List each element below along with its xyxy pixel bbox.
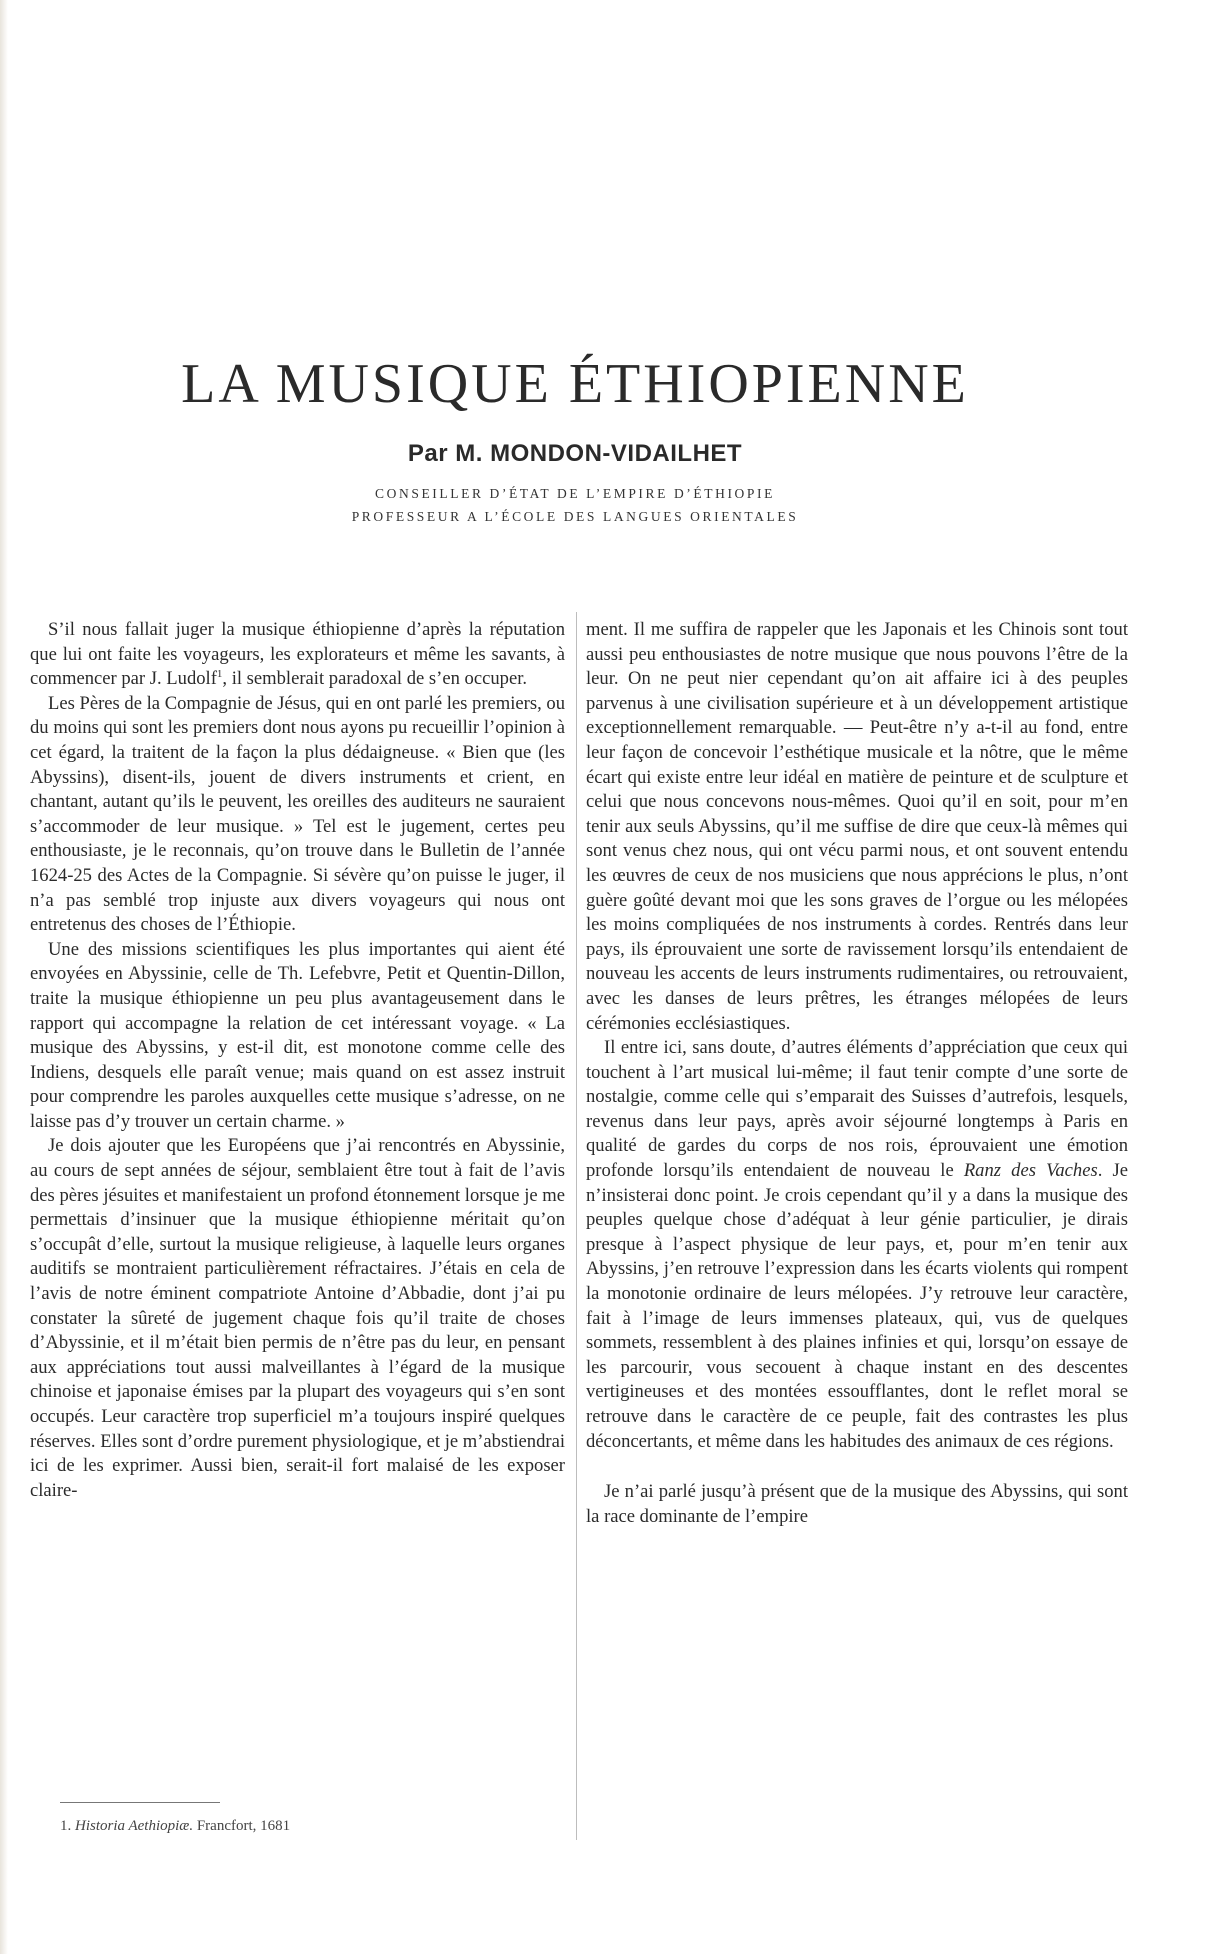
left-column (30, 618, 565, 1503)
right-column (586, 618, 1128, 1529)
footnote-marker: 1 (216, 668, 223, 680)
paragraph: Je n’ai parlé jusqu’à présent que de la musique des Abyssins, qui sont la race dominante de l’empire (586, 1481, 1128, 1527)
article-byline: Par M. MONDON-VIDAILHET (407, 440, 743, 467)
footnote (60, 1818, 560, 1835)
paragraph: Une des missions scientifiques les plus importantes qui aient été envoyées en Abyssinie, celle de Th. Lefebvre, Petit et Quentin-Dillon, traite la musique éthiopienne un peu plus avantageusement dans le rapport qui accompagne la relation de cet intéressant voyage. « La musique des Abyssins, y est-il dit, est monotone comme celle des Indiens, desquels elle paraît venue; mais quand on est assez instruit pour comprendre les paroles auxquelles cette musique s’adresse, on ne laisse pas d’y trouver un certain charme. » (30, 938, 565, 1132)
paragraph: Je dois ajouter que les Européens que j’ai rencontrés en Abyssinie, au cours de sept années de séjour, semblaient être tout à fait de l’avis des pères jésuites et manifestaient un profond étonnement lorsque je me permettais d’insinuer que la musique éthiopienne méritait qu’on s’occupât d’elle, surtout la musique religieuse, à laquelle leurs organes auditifs se montraient particulièrement réfractaires. J’étais en cela de l’avis de notre éminent compatriote Antoine d’Abbadie, dont j’ai pu constater la sûreté de jugement chaque fois qu’il traite de choses d’Abyssinie, et il m’était bien permis de n’être pas du leur, en pensant aux appréciations tout aussi malveillantes à l’égard de la musique chinoise et japonaise émises par la plupart des voyageurs qui s’en sont occupés. Leur caractère trop superficiel m’a toujours inspiré quelques réserves. Elles sont d’ordre purement physiologique, et je m’abstiendrai ici de les exprimer. Aussi bien, serait-il fort malaisé de les exposer claire- (30, 1135, 565, 1501)
footnote-number: 1. (60, 1818, 72, 1834)
column-divider (576, 612, 577, 1840)
paragraph: ment. Il me suffira de rappeler que les Japonais et les Chinois sont tout aussi peu enthousiastes de notre musique que nous pouvons l’être de la leur. On ne peut nier cependant qu’on ait affaire ici à des peuples parvenus à une civilisation supérieure et à un développement artistique exceptionnellement remarquable. — Peut-être n’y a-t-il au fond, entre leur façon de concevoir l’esthétique musicale et la nôtre, que le même écart qui existe entre leur idéal en matière de peinture et de sculpture et celui que nous concevons nous-mêmes. Quoi qu’il en soit, pour m’en tenir aux seuls Abyssins, qu’il me suffise de dire que ceux-là mêmes qui sont venus chez nous, qui ont vécu parmi nous, et ont souvent entendu les œuvres de ceux de nos musiciens que nous apprécions le plus, n’ont guère goûté devant moi que les sons graves de l’orgue ou les mélopées les moins compliquées de nos instruments à cordes. Rentrés dans leur pays, ils éprouvaient une sorte de ravissement lorsqu’ils entendaient de nouveau les accents de leurs instruments rudimentaires, ou retrouvaient, avec les danses de leurs prêtres, les étranges mélopées de leurs cérémonies ecclésiastiques. (586, 619, 1128, 1034)
page-edge-shadow (0, 0, 8, 1954)
footnote-title: Historia Aethiopiæ. (75, 1818, 194, 1834)
paragraph: S’il nous fallait juger la musique éthiopienne d’après la réputation que lui ont faite les voyageurs, les explorateurs et même les savants, à commencer par J. Ludolf$^1$, il semblerait paradoxal de s’en occuper. (30, 619, 565, 690)
paragraph: Les Pères de la Compagnie de Jésus, qui en ont parlé les premiers, ou du moins qui sont les premiers dont nous ayons pu recueillir l’opinion à cet égard, la traitent de la façon la plus dédaigneuse. « Bien que (les Abyssins), disent-ils, jouent de divers instruments et crient, en chantant, autant qu’ils le peuvent, les oreilles des auditeurs ne sauraient s’accommoder de leur musique. » Tel est le jugement, certes peu enthousiaste, je le reconnais, qu’on trouve dans le Bulletin de l’année 1624-25 des Actes de la Compagnie. Si sévère qu’on puisse le juger, il n’a pas semblé trop injuste aux divers voyageurs qui nous ont entretenus des choses de l’Éthiopie. (30, 692, 565, 936)
author-credential-2: PROFESSEUR A L’ÉCOLE DES LANGUES ORIENTALES (351, 509, 799, 524)
footnote-rule (60, 1802, 220, 1803)
emphasis: Ranz des Vaches (963, 1160, 1098, 1182)
article-title: LA MUSIQUE ÉTHIOPIENNE (181, 353, 969, 415)
paragraph: Il entre ici, sans doute, d’autres éléments d’appréciation que ceux qui touchent à l’art musical lui-même; il faut tenir compte d’une sorte de nostalgie, comme celle qui s’emparait des Suisses d’autrefois, lesquels, revenus dans leur pays, après avoir séjourné longtemps à Paris en qualité de gardes du corps de nos rois, éprouvaient une émotion profonde lorsqu’ils entendaient de nouveau le Ranz des Vaches. Je n’insisterai donc point. Je crois cependant qu’il y a dans la musique des peuples quelque chose d’adéquat à leur génie particulier, je dirais presque à l’aspect physique de leur pays, et, pour m’en tenir aux Abyssins, j’en retrouve l’expression dans les écarts violents qui rompent la monotonie ordinaire de leurs mélopées. J’y retrouve leur caractère, fait à l’image de leurs immenses plateaux, qui, vus de quelques sommets, ressemblent à des plaines infinies et qui, lorsqu’on essaye de les parcourir, vous secouent à chaque instant en des descentes vertigineuses et des montées essoufflantes, dont le reflet moral se retrouve dans le caractère de ce peuple, fait des contrastes les plus déconcertants, et même dans les habitudes des animaux de ces régions. (586, 1037, 1128, 1452)
footnote-place: Francfort, 1681 (196, 1818, 291, 1834)
author-credential-1: CONSEILLER D’ÉTAT DE L’EMPIRE D’ÉTHIOPIE (375, 486, 775, 501)
